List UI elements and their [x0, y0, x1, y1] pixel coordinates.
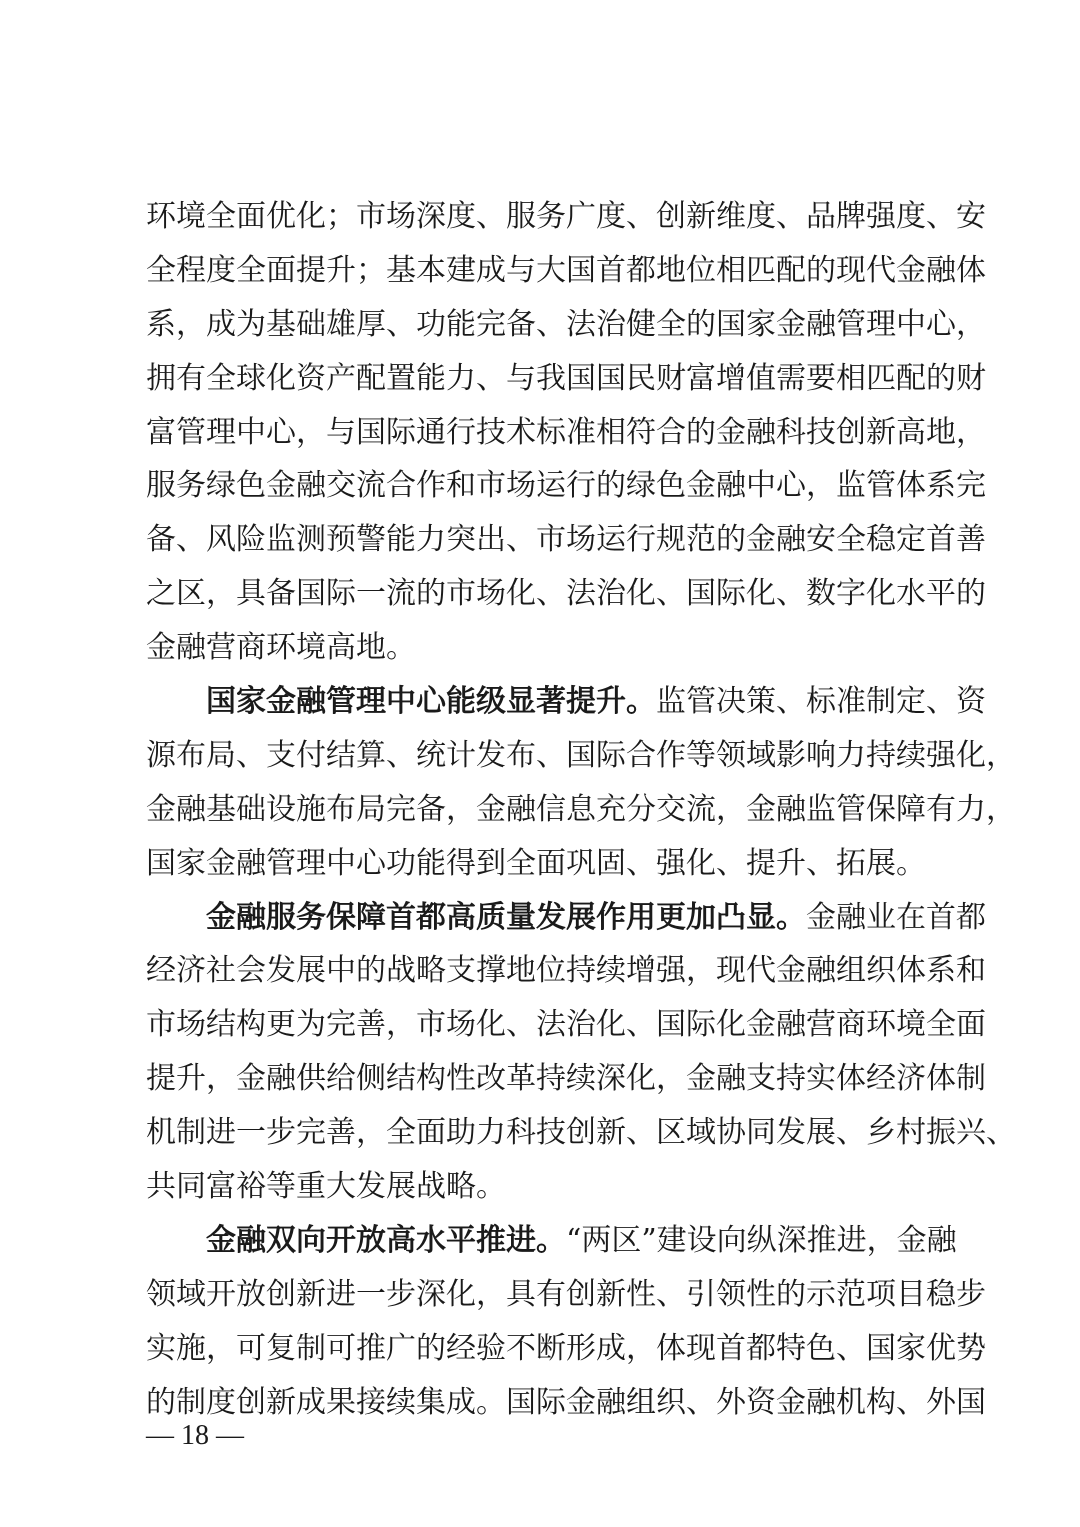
document-body — [146, 190, 1016, 1429]
paragraph-text: 监管决策、标准制定、资 — [656, 684, 986, 720]
paragraph-text: 金融业在首都 — [806, 899, 986, 935]
body-line: 实施，可复制可推广的经验不断形成，体现首都特色、国家优势 — [146, 1330, 986, 1366]
page-number: — 18 — — [146, 1420, 244, 1451]
body-line: 金融营商环境高地。 — [146, 630, 416, 666]
paragraph-first-line — [146, 675, 986, 729]
body-line: 系，成为基础雄厚、功能完备、法治健全的国家金融管理中心， — [146, 306, 986, 342]
body-line: 市场结构更为完善，市场化、法治化、国际化金融营商环境全面 — [146, 1007, 986, 1043]
body-line: 国家金融管理中心功能得到全面巩固、强化、提升、拓展。 — [146, 845, 926, 881]
body-line: 备、风险监测预警能力突出、市场运行规范的金融安全稳定首善 — [146, 522, 986, 558]
body-line: 领域开放创新进一步深化，具有创新性、引领性的示范项目稳步 — [146, 1276, 986, 1312]
body-line: 之区，具备国际一流的市场化、法治化、国际化、数字化水平的 — [146, 576, 986, 612]
paragraph-heading: 金融双向开放高水平推进。 — [206, 1222, 566, 1258]
body-line: 提升，金融供给侧结构性改革持续深化，金融支持实体经济体制 — [146, 1061, 986, 1097]
paragraph-heading: 金融服务保障首都高质量发展作用更加凸显。 — [206, 899, 806, 935]
paragraph-text: “两区”建设向纵深推进，金融 — [566, 1222, 957, 1258]
paragraph-first-line — [146, 891, 986, 945]
body-line: 环境全面优化；市场深度、服务广度、创新维度、品牌强度、安 — [146, 199, 986, 234]
body-line: 全程度全面提升；基本建成与大国首都地位相匹配的现代金融体 — [146, 252, 986, 288]
body-line: 金融基础设施布局完备，金融信息充分交流，金融监管保障有力， — [146, 791, 1016, 827]
body-line: 服务绿色金融交流合作和市场运行的绿色金融中心，监管体系完 — [146, 468, 986, 504]
body-line: 的制度创新成果接续集成。国际金融组织、外资金融机构、外国 — [146, 1384, 986, 1420]
body-line: 源布局、支付结算、统计发布、国际合作等领域影响力持续强化， — [146, 737, 1016, 773]
body-line: 富管理中心，与国际通行技术标准相符合的金融科技创新高地， — [146, 414, 986, 450]
body-line: 经济社会发展中的战略支撑地位持续增强，现代金融组织体系和 — [146, 953, 986, 989]
body-line: 机制进一步完善，全面助力科技创新、区域协同发展、乡村振兴、 — [146, 1115, 1016, 1151]
body-line: 拥有全球化资产配置能力、与我国国民财富增值需要相匹配的财 — [146, 360, 986, 396]
paragraph-heading: 国家金融管理中心能级显著提升。 — [206, 684, 656, 720]
paragraph-first-line — [146, 1214, 957, 1268]
body-line: 共同富裕等重大发展战略。 — [146, 1169, 506, 1205]
